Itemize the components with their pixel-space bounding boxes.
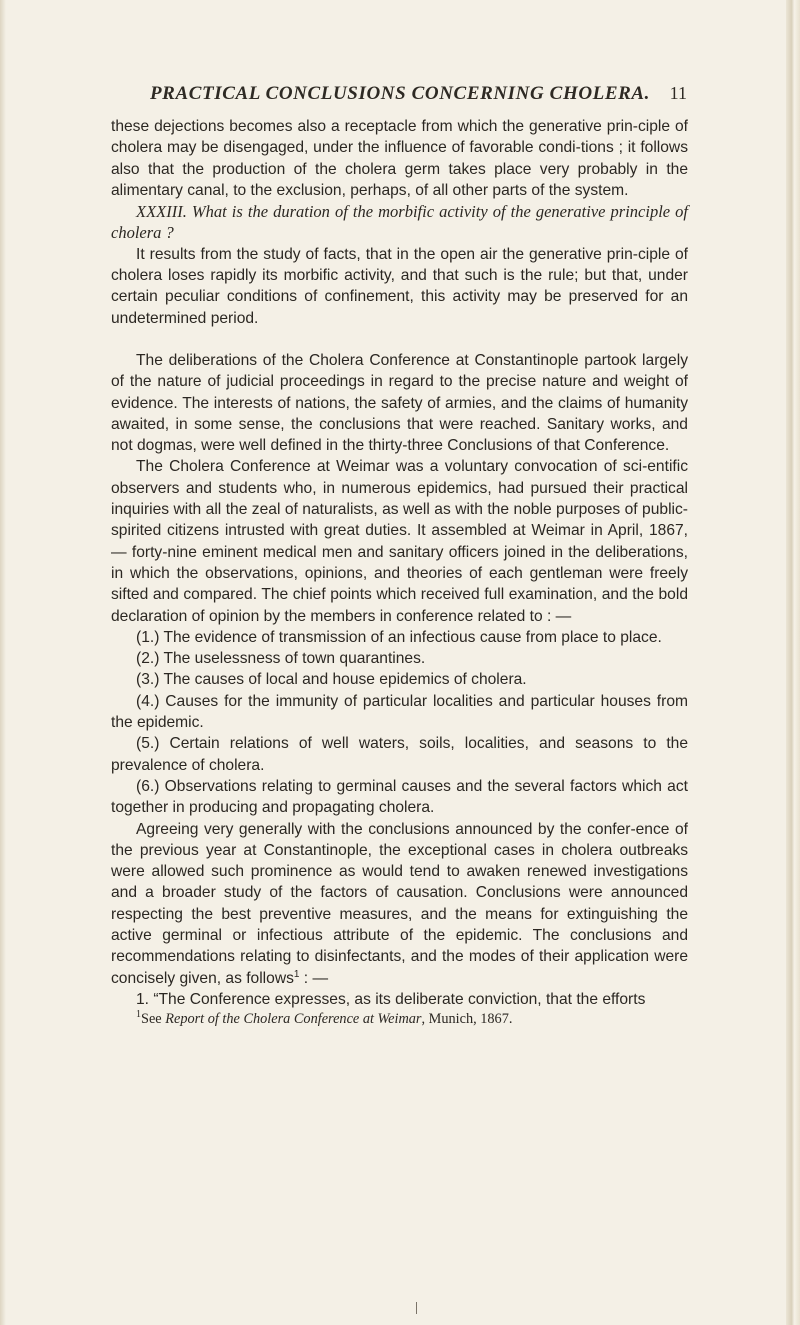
paragraph-continuation: these dejections becomes also a receptacle from which the generative prin-ciple of cholera may be disengaged, under the influence of favorable condi-tions ; it follows also that the production of the cholera germ takes place very probably in the alimentary canal, to the exclusion, perhaps, of all other parts of the system. bbox=[111, 118, 688, 199]
paragraph-conclusions bbox=[111, 819, 688, 989]
quoted-conclusion-start: 1. “The Conference expresses, as its deliberate conviction, that the efforts bbox=[136, 990, 646, 1008]
paragraph-constantinople: The deliberations of the Cholera Conference at Constantinople partook largely of the nature of judicial proceedings in regard to the precise nature and weight of evidence. The interests of nations, the safety of armies, and the claims of humanity awaited, in some sense, the conclusions that were reached. Sanitary works, and not dogmas, were well defined in the thirty-three Conclusions of that Conference. bbox=[111, 351, 688, 455]
footnote bbox=[111, 1010, 688, 1029]
page-number: 11 bbox=[669, 83, 687, 103]
footnote-prefix: See bbox=[141, 1011, 162, 1028]
body-text bbox=[111, 116, 688, 1029]
page-header bbox=[116, 83, 687, 109]
list-item: (4.) Causes for the immunity of particular localities and particular houses from the epidemic. bbox=[111, 692, 688, 732]
paragraph-conclusions-text: Agreeing very generally with the conclusions announced by the confer-ence of the previous year at Constantinople, the exceptional cases in cholera outbreaks were allowed such prominence as would tend to awaken renewed investigations and a broader study of the factors of causation. Conclusions were announced respecting the best preventive measures, and the means for extinguishing the active germinal or infectious attribute of the epidemic. The conclusions and recommendations relating to disinfectants, and the modes of their application were concisely given, as follows bbox=[111, 820, 688, 987]
signature-mark bbox=[416, 1302, 417, 1314]
footnote-ref-trailing: : — bbox=[303, 969, 329, 987]
footnote-marker: 1 bbox=[136, 1009, 141, 1021]
page-edge-right bbox=[786, 0, 800, 1325]
footnote-rest: , Munich, 1867. bbox=[421, 1011, 513, 1028]
list-item: (6.) Observations relating to germinal causes and the several factors which act together in producing and propagating cholera. bbox=[111, 777, 688, 817]
footnote-title: Report of the Cholera Conference at Weimar bbox=[165, 1011, 422, 1028]
running-head: PRACTICAL CONCLUSIONS CONCERNING CHOLERA. bbox=[149, 83, 651, 104]
list-item: (3.) The causes of local and house epidemics of cholera. bbox=[136, 671, 527, 689]
question-heading: XXXIII. What is the duration of the morbific activity of the generative principle of cholera ? bbox=[111, 202, 688, 243]
list-item: (1.) The evidence of transmission of an infectious cause from place to place. bbox=[136, 628, 662, 646]
paragraph-answer: It results from the study of facts, that in the open air the generative prin-ciple of cholera loses rapidly its morbific activity, and that such is the rule; but that, under certain peculiar conditions of confinement, this activity may be preserved for an undetermined period. bbox=[111, 245, 688, 327]
page-shadow-left bbox=[0, 0, 6, 1325]
paragraph-weimar: The Cholera Conference at Weimar was a voluntary convocation of sci-entific observers and students who, in numerous epidemics, had pursued their practical inquiries with all the zeal of naturalists, as well as with the noble purposes of public-spirited citizens intrusted with great duties. It assembled at Weimar in April, 1867, — forty-nine eminent medical men and sanitary officers joined in the deliberations, in which the observations, opinions, and theories of each gentleman were freely sifted and compared. The chief points which received full examination, and the bold declaration of opinion by the members in conference related to : — bbox=[111, 458, 688, 625]
list-item: (5.) Certain relations of well waters, soils, localities, and seasons to the prevalence of cholera. bbox=[111, 735, 688, 774]
footnote-reference: 1 bbox=[293, 968, 300, 980]
list-item: (2.) The uselessness of town quarantines. bbox=[136, 650, 426, 668]
